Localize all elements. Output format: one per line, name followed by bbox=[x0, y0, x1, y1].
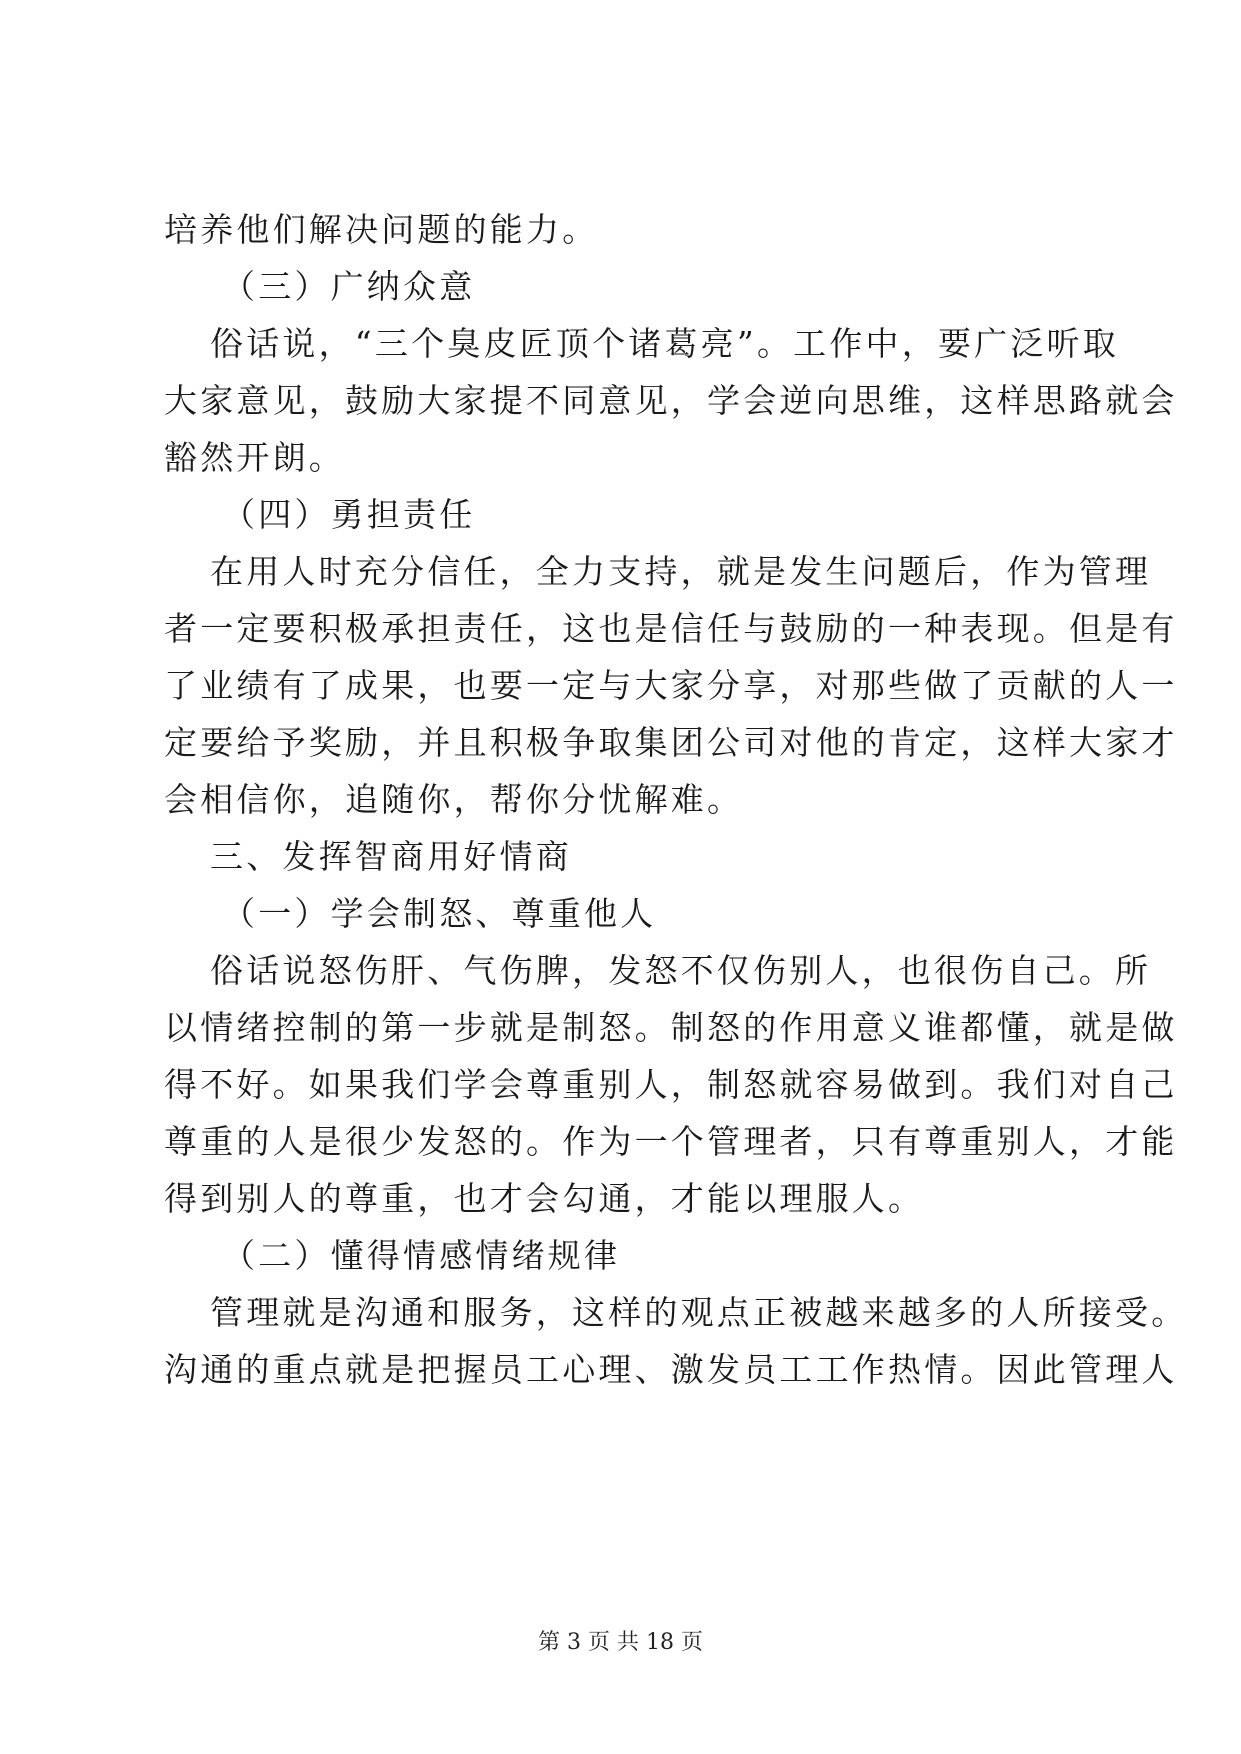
paragraph-line: 定要给予奖励，并且积极争取集团公司对他的肯定，这样大家才 bbox=[164, 723, 1178, 762]
paragraph-line: 培养他们解决问题的能力。 bbox=[164, 210, 599, 249]
section-heading: （二）懂得情感情绪规律 bbox=[222, 1236, 621, 1275]
paragraph-line: 者一定要积极承担责任，这也是信任与鼓励的一种表现。但是有 bbox=[164, 609, 1178, 648]
paragraph-line: 尊重的人是很少发怒的。作为一个管理者，只有尊重别人，才能 bbox=[164, 1122, 1178, 1161]
paragraph-line: 得不好。如果我们学会尊重别人，制怒就容易做到。我们对自己 bbox=[164, 1065, 1178, 1104]
paragraph-line: 会相信你，追随你，帮你分忧解难。 bbox=[164, 780, 744, 819]
paragraph-line: 沟通的重点就是把握员工心理、激发员工工作热情。因此管理人 bbox=[164, 1350, 1178, 1389]
paragraph-line: 了业绩有了成果，也要一定与大家分享，对那些做了贡献的人一 bbox=[164, 666, 1178, 705]
chapter-heading: 三、发挥智商用好情商 bbox=[210, 837, 572, 876]
paragraph-line: 大家意见，鼓励大家提不同意见，学会逆向思维，这样思路就会 bbox=[164, 381, 1178, 420]
paragraph-line: 在用人时充分信任，全力支持，就是发生问题后，作为管理 bbox=[210, 552, 1152, 591]
section-heading: （三）广纳众意 bbox=[222, 267, 476, 306]
page-number-footer: 第 3 页 共 18 页 bbox=[538, 1630, 703, 1655]
paragraph-line: 俗话说怒伤肝、气伤脾，发怒不仅伤别人，也很伤自己。所 bbox=[210, 951, 1152, 990]
section-heading: （四）勇担责任 bbox=[222, 495, 476, 534]
section-heading: （一）学会制怒、尊重他人 bbox=[222, 894, 657, 933]
paragraph-line: 管理就是沟通和服务，这样的观点正被越来越多的人所接受。 bbox=[210, 1293, 1188, 1332]
paragraph-line: 豁然开朗。 bbox=[164, 438, 345, 477]
paragraph-line: 俗话说，“三个臭皮匠顶个诸葛亮”。工作中，要广泛听取 bbox=[210, 324, 1119, 363]
paragraph-line: 得到别人的尊重，也才会勾通，才能以理服人。 bbox=[164, 1179, 925, 1218]
paragraph-line: 以情绪控制的第一步就是制怒。制怒的作用意义谁都懂，就是做 bbox=[164, 1008, 1178, 1047]
